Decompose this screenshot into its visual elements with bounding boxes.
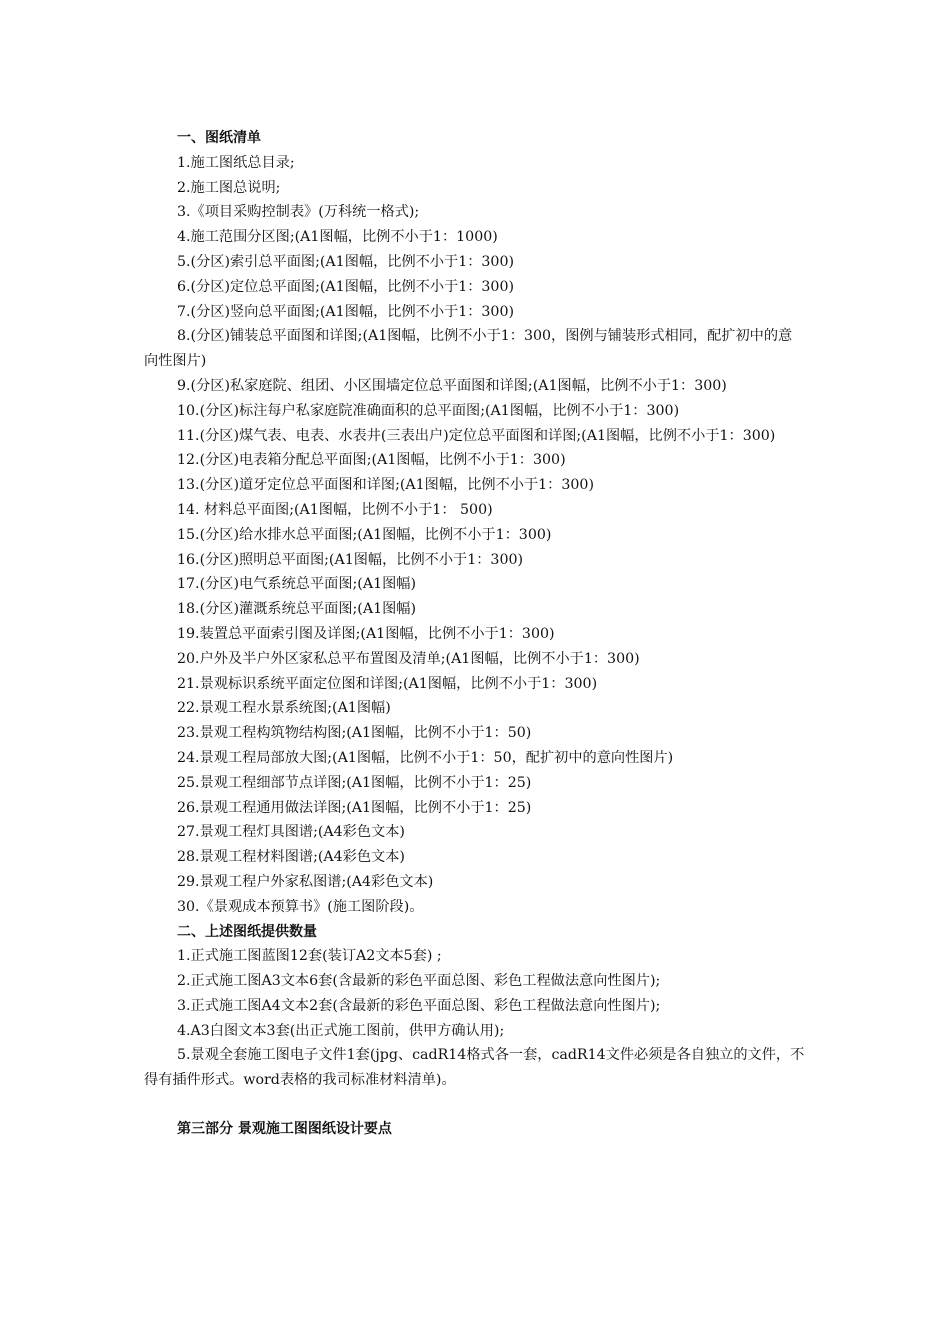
list-item: 30.《景观成本预算书》(施工图阶段)。 bbox=[177, 898, 424, 915]
section-heading-drawing-list: 一、图纸清单 bbox=[177, 130, 261, 146]
list-item: 14. 材料总平面图;(A1图幅，比例不小于1： 500) bbox=[177, 501, 493, 518]
list-item: 4.A3白图文本3套(出正式施工图前，供甲方确认用); bbox=[177, 1022, 505, 1039]
list-item: 20.户外及半户外区家私总平布置图及清单;(A1图幅，比例不小于1：300) bbox=[177, 650, 640, 667]
list-item: 17.(分区)电气系统总平面图;(A1图幅) bbox=[177, 576, 417, 593]
list-item: 1.正式施工图蓝图12套(装订A2文本5套) ; bbox=[177, 948, 442, 965]
list-item: 28.景观工程材料图谱;(A4彩色文本) bbox=[177, 849, 405, 866]
list-item: 2.施工图总说明; bbox=[177, 179, 281, 196]
list-item: 29.景观工程户外家私图谱;(A4彩色文本) bbox=[177, 873, 434, 890]
list-item: 24.景观工程局部放大图;(A1图幅，比例不小于1：50，配扩初中的意向性图片) bbox=[177, 749, 674, 766]
list-item: 21.景观标识系统平面定位图和详图;(A1图幅，比例不小于1：300) bbox=[177, 675, 598, 692]
list-item: 22.景观工程水景系统图;(A1图幅) bbox=[177, 700, 391, 717]
list-item: 25.景观工程细部节点详图;(A1图幅，比例不小于1：25) bbox=[177, 774, 532, 791]
list-item: 9.(分区)私家庭院、组团、小区围墙定位总平面图和详图;(A1图幅，比例不小于1：300) bbox=[177, 377, 727, 394]
list-item: 16.(分区)照明总平面图;(A1图幅，比例不小于1：300) bbox=[177, 551, 524, 568]
list-item: 1.施工图纸总目录; bbox=[177, 154, 295, 171]
list-item: 5.(分区)索引总平面图;(A1图幅，比例不小于1：300) bbox=[177, 253, 515, 270]
section-heading-quantity: 二、上述图纸提供数量 bbox=[177, 923, 317, 940]
list-item: 15.(分区)给水排水总平面图;(A1图幅，比例不小于1：300) bbox=[177, 526, 552, 543]
list-item: 3.正式施工图A4文本2套(含最新的彩色平面总图、彩色工程做法意向性图片); bbox=[177, 997, 661, 1014]
part-title: 第三部分 景观施工图图纸设计要点 bbox=[177, 1121, 392, 1138]
list-item: 10.(分区)标注每户私家庭院准确面积的总平面图;(A1图幅，比例不小于1：300) bbox=[177, 402, 680, 419]
list-item: 27.景观工程灯具图谱;(A4彩色文本) bbox=[177, 824, 405, 841]
list-item: 23.景观工程构筑物结构图;(A1图幅，比例不小于1：50) bbox=[177, 725, 532, 742]
list-item: 11.(分区)煤气表、电表、水表井(三表出户)定位总平面图和详图;(A1图幅，比例不小于1：300) bbox=[177, 427, 776, 444]
list-item: 3.《项目采购控制表》(万科统一格式); bbox=[177, 204, 420, 221]
list-item: 5.景观全套施工图电子文件1套(jpg、cadR14格式各一套，cadR14文件必须是各自独立的文件，不得有插件形式。word表格的我司标准材料清单)。 bbox=[144, 1047, 805, 1089]
list-item: 7.(分区)竖向总平面图;(A1图幅，比例不小于1：300) bbox=[177, 303, 515, 320]
list-item: 8.(分区)铺装总平面图和详图;(A1图幅，比例不小于1：300，图例与铺装形式相同，配扩初中的意向性图片) bbox=[144, 328, 793, 370]
list-item: 13.(分区)道牙定位总平面图和详图;(A1图幅，比例不小于1：300) bbox=[177, 477, 594, 494]
list-item: 19.装置总平面索引图及详图;(A1图幅，比例不小于1：300) bbox=[177, 625, 555, 642]
document-body bbox=[144, 126, 806, 1142]
list-item: 2.正式施工图A3文本6套(含最新的彩色平面总图、彩色工程做法意向性图片); bbox=[177, 973, 661, 990]
list-item: 26.景观工程通用做法详图;(A1图幅，比例不小于1：25) bbox=[177, 799, 532, 816]
list-item: 6.(分区)定位总平面图;(A1图幅，比例不小于1：300) bbox=[177, 278, 515, 295]
list-item: 18.(分区)灌溉系统总平面图;(A1图幅) bbox=[177, 601, 417, 618]
list-item: 4.施工范围分区图;(A1图幅，比例不小于1：1000) bbox=[177, 229, 498, 246]
list-item: 12.(分区)电表箱分配总平面图;(A1图幅，比例不小于1：300) bbox=[177, 452, 566, 469]
